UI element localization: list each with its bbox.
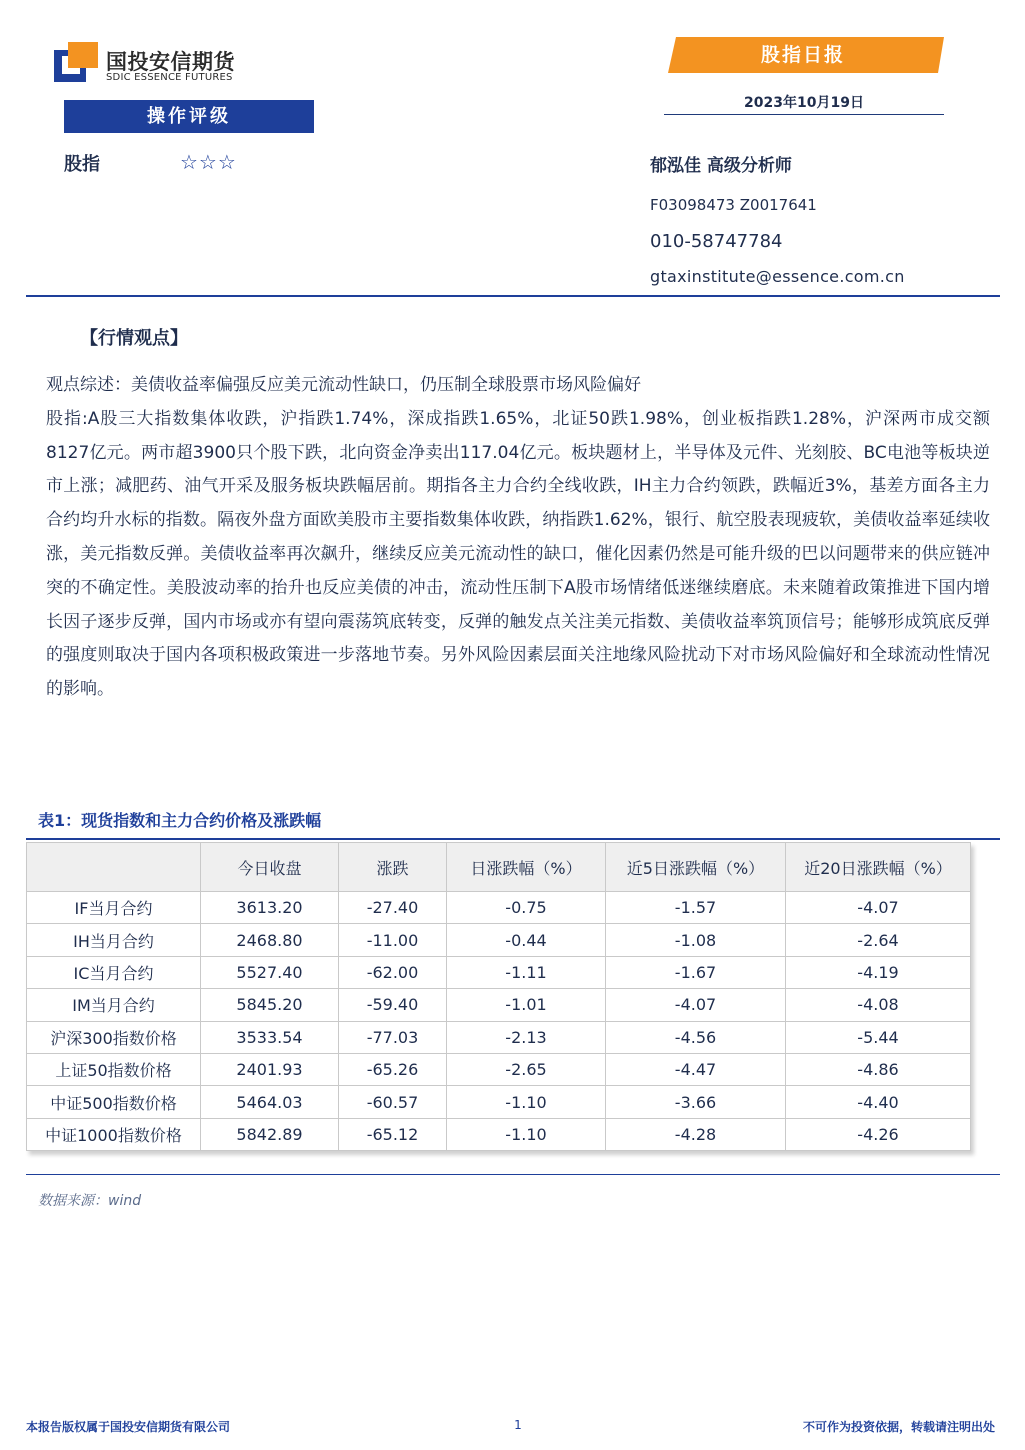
table-row — [27, 989, 971, 1021]
table-cell: -59.40 — [339, 989, 447, 1021]
table-cell: 沪深300指数价格 — [27, 1021, 201, 1053]
table-cell: -1.57 — [606, 892, 786, 924]
table-header-cell: 日涨跌幅（%） — [447, 843, 606, 892]
table-cell: -1.08 — [606, 924, 786, 956]
table-bottom-rule — [26, 1174, 1000, 1175]
table-cell: -1.10 — [447, 1086, 606, 1118]
footer-disclaimer: 不可作为投资依据，转载请注明出处 — [802, 1420, 995, 1434]
report-type-title: 股指日报 — [760, 44, 845, 66]
company-name-cn: 国投安信期货 — [106, 50, 235, 74]
table-cell: -0.75 — [447, 892, 606, 924]
table-top-rule — [26, 838, 1000, 840]
table-cell: IM当月合约 — [27, 989, 201, 1021]
analyst-name: 郁泓佳 高级分析师 — [650, 156, 792, 176]
table-row — [27, 1086, 971, 1118]
table-cell: -4.86 — [786, 1053, 971, 1085]
table-cell: -4.28 — [606, 1118, 786, 1150]
table-cell: -4.47 — [606, 1053, 786, 1085]
table-cell: 5845.20 — [201, 989, 339, 1021]
table-cell: 5527.40 — [201, 956, 339, 988]
table-cell: -2.64 — [786, 924, 971, 956]
table-cell: -60.57 — [339, 1086, 447, 1118]
data-source-note: 数据来源：wind — [38, 1193, 142, 1209]
report-date: 2023年10月19日 — [744, 95, 864, 111]
table-cell: -4.26 — [786, 1118, 971, 1150]
rating-title: 操作评级 — [64, 100, 314, 133]
table-cell: -4.56 — [606, 1021, 786, 1053]
table-cell: -27.40 — [339, 892, 447, 924]
table-cell: 中证1000指数价格 — [27, 1118, 201, 1150]
table-row — [27, 1021, 971, 1053]
table-row — [27, 892, 971, 924]
analyst-cert-numbers: F03098473 Z0017641 — [650, 196, 817, 214]
table-cell: -1.10 — [447, 1118, 606, 1150]
table-cell: 3533.54 — [201, 1021, 339, 1053]
table-cell: -65.12 — [339, 1118, 447, 1150]
table-cell: -2.65 — [447, 1053, 606, 1085]
table-cell: 5842.89 — [201, 1118, 339, 1150]
table-cell: -4.19 — [786, 956, 971, 988]
table-cell: 5464.03 — [201, 1086, 339, 1118]
table-cell: 3613.20 — [201, 892, 339, 924]
analyst-email[interactable]: gtaxinstitute@essence.com.cn — [650, 267, 905, 286]
table-header-cell: 近5日涨跌幅（%） — [606, 843, 786, 892]
table-cell: -1.11 — [447, 956, 606, 988]
table-header-cell: 近20日涨跌幅（%） — [786, 843, 971, 892]
table-cell: 中证500指数价格 — [27, 1086, 201, 1118]
table-row — [27, 1053, 971, 1085]
summary-paragraph: 观点综述：美债收益率偏强反应美元流动性缺口，仍压制全球股票市场风险偏好 — [46, 375, 641, 395]
date-underline — [664, 114, 944, 115]
table-cell: -4.07 — [606, 989, 786, 1021]
table-cell: -5.44 — [786, 1021, 971, 1053]
body-paragraph: 股指:A股三大指数集体收跌，沪指跌1.74%，深成指跌1.65%，北证50跌1.98%，创业板指跌1.28%，沪深两市成交额8127亿元。两市超3900只个股下跌，北向资金净卖出117.04亿元。板块题材上，半导体及元件、光刻胶、BC电池等板块逆市上涨；减肥药、油气开采及服务板块跌幅居前。期指各主力合约全线收跌，IH主力合约领跌，跌幅近3%，基差方面各主力合约均升水标的指数。隔夜外盘方面欧美股市主要指数集体收跌，纳指跌1.62%，银行、航空股表现疲软，美债收益率延续收涨，美元指数反弹。美债收益率再次飙升，继续反应美元流动性的缺口，催化因素仍然是可能升级的巴以问题带来的供应链冲突的不确定性。美股波动率的抬升也反应美债的冲击，流动性压制下A股市场情绪低迷继续磨底。未来随着政策推进下国内增长因子逐步反弹，国内市场或亦有望向震荡筑底转变，反弹的触发点关注美元指数、美债收益率筑顶信号；能够形成筑底反弹的强度则取决于国内各项积极政策进一步落地节奏。另外风险因素层面关注地缘风险扰动下对市场风险偏好和全球流动性情况的影响。 — [46, 408, 990, 700]
table-header-row — [27, 843, 971, 892]
rating-item: 股指 — [64, 154, 100, 175]
table-cell: -1.67 — [606, 956, 786, 988]
table-cell: -3.66 — [606, 1086, 786, 1118]
footer-copyright: 本报告版权属于国投安信期货有限公司 — [26, 1420, 231, 1434]
rating-stars-icon: ☆☆☆ — [180, 150, 237, 174]
table-row — [27, 1118, 971, 1150]
table-header-cell: 今日收盘 — [201, 843, 339, 892]
table-cell: -2.13 — [447, 1021, 606, 1053]
table-cell: -65.26 — [339, 1053, 447, 1085]
table-cell: IC当月合约 — [27, 956, 201, 988]
table-cell: IF当月合约 — [27, 892, 201, 924]
table-cell: -1.01 — [447, 989, 606, 1021]
table-cell: -77.03 — [339, 1021, 447, 1053]
header-divider — [26, 295, 1000, 297]
page-number: 1 — [514, 1418, 522, 1432]
table-header-cell — [27, 843, 201, 892]
price-table — [26, 842, 971, 1151]
table-row — [27, 956, 971, 988]
analyst-phone: 010-58747784 — [650, 231, 783, 252]
table-cell: -4.40 — [786, 1086, 971, 1118]
table-cell: -0.44 — [447, 924, 606, 956]
table-title: 表1：现货指数和主力合约价格及涨跌幅 — [38, 811, 322, 830]
table-row — [27, 924, 971, 956]
table-cell: IH当月合约 — [27, 924, 201, 956]
table-header-cell: 涨跌 — [339, 843, 447, 892]
section-title: 【行情观点】 — [80, 328, 188, 349]
table-cell: -4.07 — [786, 892, 971, 924]
table-cell: 2468.80 — [201, 924, 339, 956]
table-cell: 2401.93 — [201, 1053, 339, 1085]
market-view-text — [46, 369, 990, 707]
company-name-en: SDIC ESSENCE FUTURES — [106, 72, 233, 83]
table-cell: 上证50指数价格 — [27, 1053, 201, 1085]
table-cell: -11.00 — [339, 924, 447, 956]
table-cell: -4.08 — [786, 989, 971, 1021]
company-logo-icon — [54, 42, 98, 82]
table-cell: -62.00 — [339, 956, 447, 988]
